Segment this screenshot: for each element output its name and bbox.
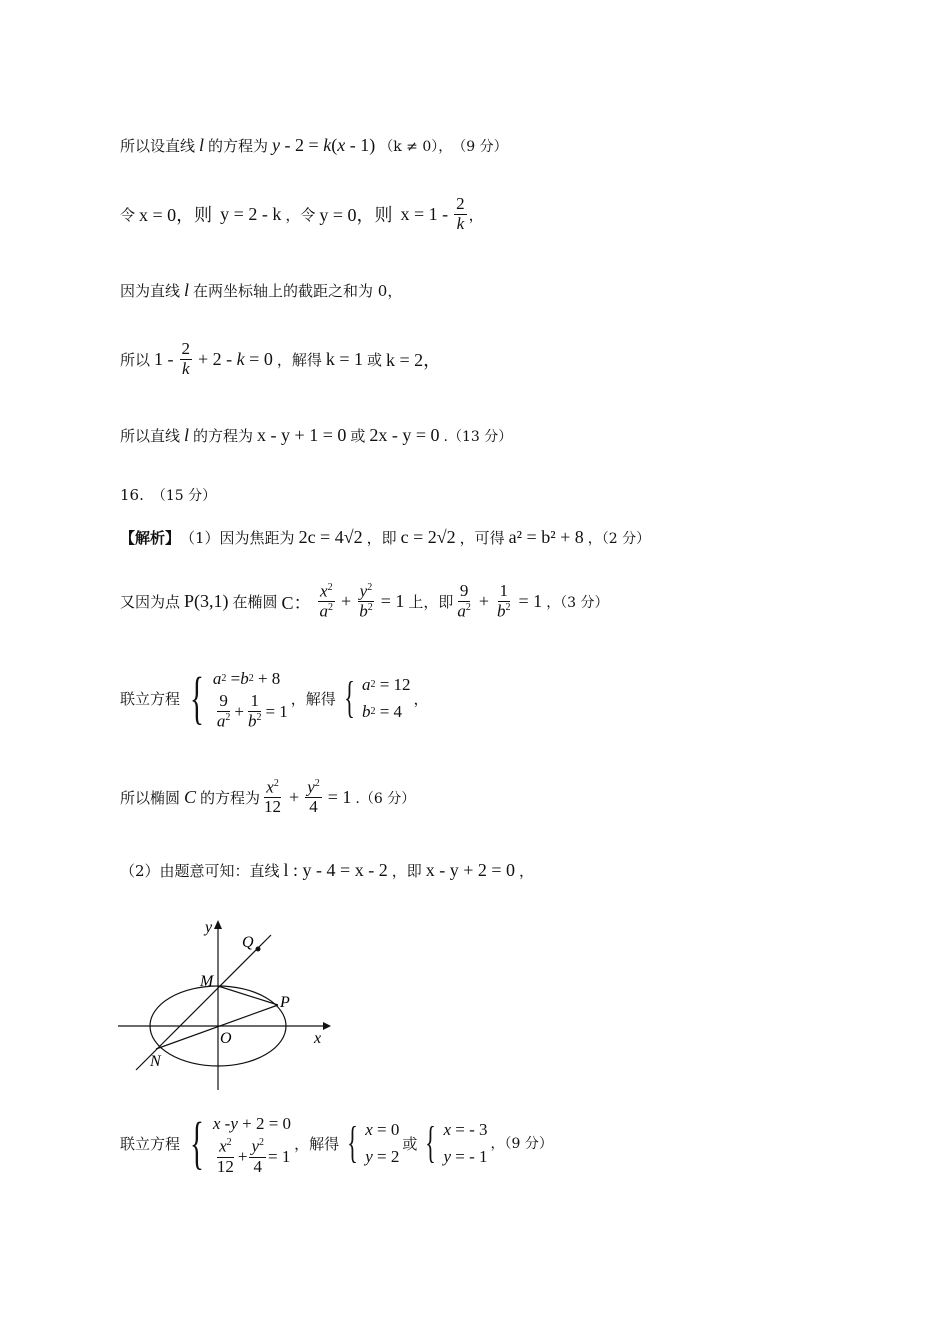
label-x: x [314,1030,322,1047]
line-8 [120,665,429,731]
equation-system: { x = 0 y = 2 [347,1118,400,1168]
math: 2c = 4√2 [298,527,363,547]
text: ， [468,205,484,224]
text: 或 [367,350,383,369]
math: = 1 [380,591,405,612]
line-7 [120,582,609,622]
math: a² = b² + 8 [508,527,584,547]
math: k = 1 [325,348,363,369]
score: ，（9 分） [490,1136,553,1153]
math: y = 2 - k [220,203,282,224]
fraction: $\frac{1}{b^2}$ [497,581,511,621]
fraction: $\frac{x^2}{12}$ [264,777,282,817]
fraction: $\frac{y^2}{4}$ [307,777,320,817]
text: 或 [350,427,366,445]
text: 的方程为 [208,137,269,155]
score: （15 分） [151,488,217,504]
math: + 2 - k = 0 [198,348,273,369]
fraction: $\frac{2}{k}$ [456,194,465,233]
fraction: $\frac{9}{a^2}$ [457,581,471,621]
text: 所以直线 [120,427,181,445]
score: .（6 分） [355,790,416,807]
text: 或 [402,1134,418,1153]
math: + [478,591,490,612]
ellipse-diagram [118,915,338,1095]
math: x = 1 - [400,203,449,224]
text: ，即 [391,862,422,880]
text: 又因为点 [120,593,181,612]
text: 在两坐标轴上的截距之和为 0， [193,282,403,300]
label-m: M [200,973,214,990]
x-axis-arrow [323,1022,331,1030]
equation-system: { x - y + 2 = 0 $\frac{x^2}{12}$ + $\frac{y^2}{4}$ = 1 [189,1110,292,1176]
text: 所以 [120,350,151,369]
equation-system: { x = - 3 y = - 1 [425,1118,488,1168]
math: = 1 [518,591,543,612]
text: ，可得 [459,529,505,547]
fraction: $\frac{x^2}{a^2}$ [319,581,334,621]
math-eq: y - 2 = k(x - 1) [272,135,376,155]
question-16 [120,485,216,505]
math-l: l [184,280,190,300]
text: 所以设直线 [120,137,196,155]
text: ， [413,689,429,708]
line-2 [120,195,484,233]
question-number: 16. [120,486,144,504]
line-6 [120,527,650,548]
math: x - y + 2 = 0 [425,860,516,880]
segment-mp [218,986,278,1005]
text: ，即 [366,529,397,547]
equation-system: { a 2 = b 2 + 8 $\frac{9}{a^2}$ + $\frac{1}{b^2}$ = 1 [189,665,288,731]
text: ，解得 [290,689,336,708]
text: 令 [120,205,136,224]
line-10 [120,860,534,881]
label-o: O [220,1030,232,1047]
segment-np [156,1005,278,1049]
math: C [184,787,197,808]
line-1 [120,135,508,156]
text: 的方程为 [193,427,254,445]
math: = 1 [327,787,352,808]
math-l: l [184,425,190,445]
score: （9 分） [452,138,508,155]
math: x - y + 1 = 0 [257,425,347,445]
score: ，（2 分） [587,530,651,547]
score: .（13 分） [443,428,513,445]
analysis-tag: 【解析】 [120,529,181,547]
line-9 [120,778,415,817]
score: ，（3 分） [546,594,609,611]
math: C： [281,592,312,613]
text: 联立方程 [120,1134,181,1153]
text: ，解得 [276,350,322,369]
text: 因为直线 [120,282,181,300]
text: 的方程为 [200,789,261,808]
text: 上，即 [408,593,454,612]
label-n: N [150,1053,161,1070]
text: ，令 [285,205,316,224]
text: （2）由题意可知：直线 [120,862,280,880]
label-y: y [205,919,213,936]
math: P(3,1) [184,591,229,612]
text: ，解得 [294,1134,340,1153]
text: 所以椭圆 [120,789,181,808]
line-l [136,935,271,1070]
y-axis-arrow [214,920,222,929]
fraction: $\frac{y^2}{b^2}$ [359,581,373,621]
text: ， [519,862,535,880]
text: 在椭圆 [232,593,278,612]
math-l: l [199,135,205,155]
math: 2x - y = 0 [369,425,440,445]
label-q: Q [242,934,254,951]
math: l : y - 4 = x - 2 [283,860,388,880]
line-4 [120,340,445,378]
label-p: P [280,994,290,1011]
text: （1）因为焦距为 [180,529,295,547]
fraction: $\frac{2}{k}$ [181,339,191,378]
point-q [256,947,261,952]
equation-system: { a 2 = 12 b 2 = 4 [344,673,411,723]
math: k = 2， [386,350,442,371]
math: + [289,787,300,808]
math: y = 0，则 [319,205,393,226]
math: + [341,591,352,612]
math: x = 0，则 [139,205,213,226]
condition: （k ≠ 0）， [379,138,453,155]
line-3 [120,280,402,301]
math: 1 - [154,348,174,369]
line-11 [120,1110,553,1176]
text: 联立方程 [120,689,181,708]
math: c = 2√2 [400,527,456,547]
line-5 [120,425,512,446]
